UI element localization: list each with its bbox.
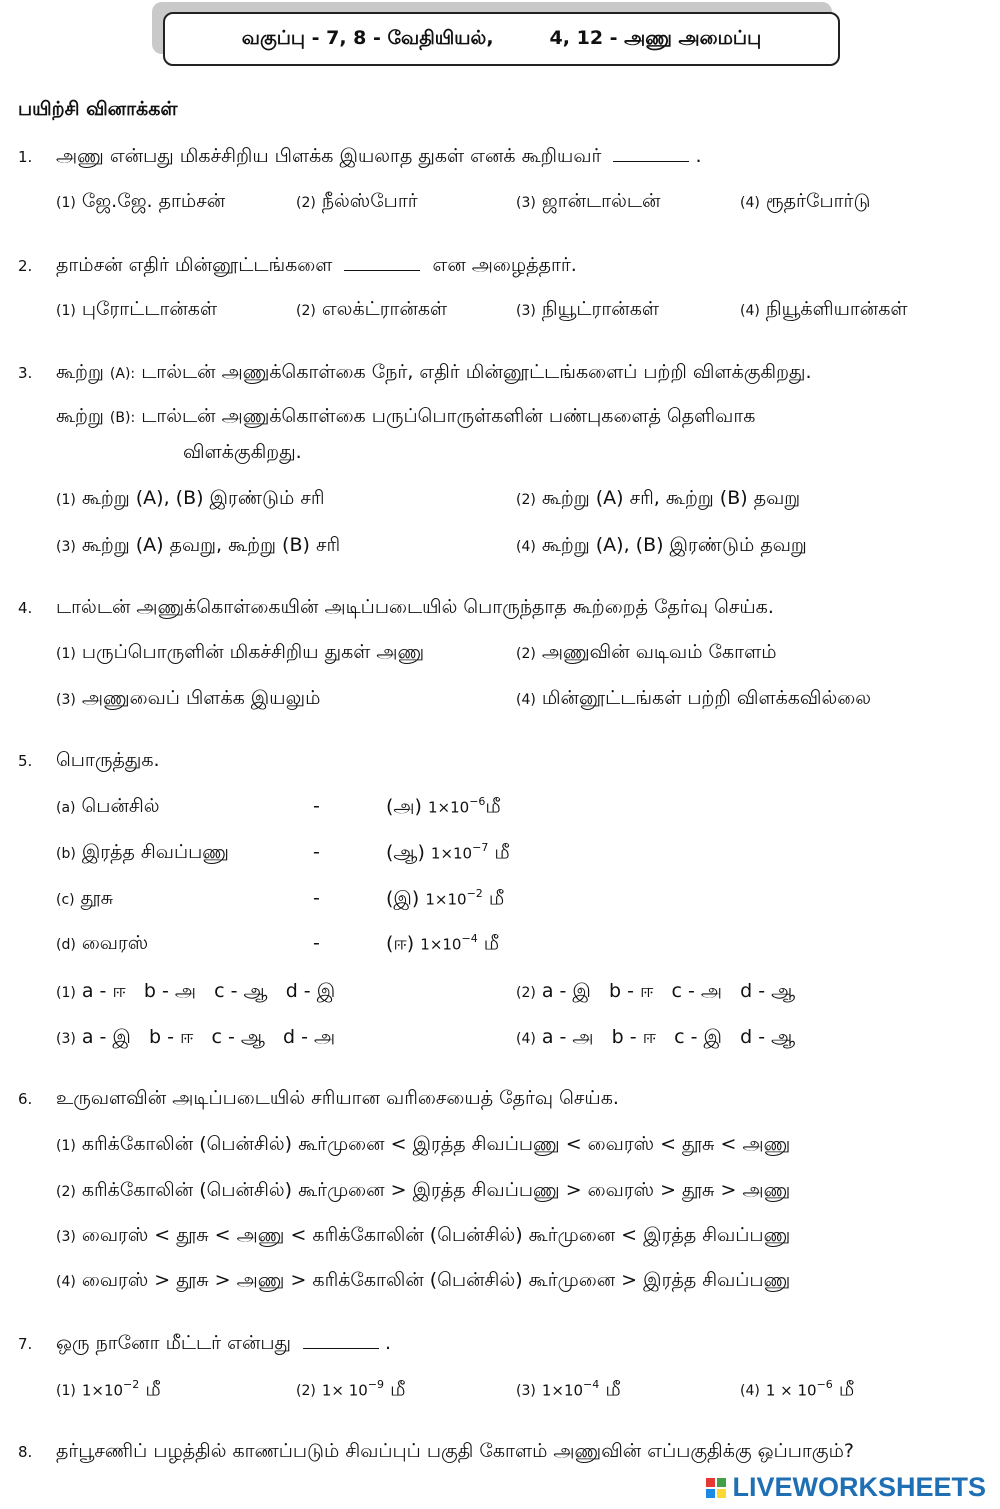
match-right: (ஈ) $1\times 10^{-4}$ மீ [386,932,500,955]
header-part2: 4, 12 - அணு அமைப்பு [549,26,762,49]
option[interactable]: (1) கூற்று (A), (B) இரண்டும் சரி [56,487,325,509]
option[interactable]: (1) கரிக்கோலின் (பென்சில்) கூர்முனை < இரத்த சிவப்பணு < வைரஸ் < தூசு < அணு [56,1133,791,1155]
liveworksheets-icon [706,1478,726,1498]
match-right: (இ) $1\times 10^{-2}$ மீ [386,887,505,910]
option[interactable]: (2) கூற்று (A) சரி, கூற்று (B) தவறு [516,487,801,509]
option[interactable]: (2) கரிக்கோலின் (பென்சில்) கூர்முனை > இரத்த சிவப்பணு > வைரஸ் > தூசு > அணு [56,1179,791,1201]
option[interactable]: (2) $1\times 10^{-9}$ மீ [296,1378,406,1401]
option[interactable]: (4) கூற்று (A), (B) இரண்டும் தவறு [516,534,807,556]
option[interactable]: (4) $1 \times 10^{-6}$ மீ [740,1378,855,1401]
option[interactable]: (1) புரோட்டான்கள் [56,298,218,320]
option[interactable]: (1) a - ஈ b - அ c - ஆ d - இ [56,980,336,1002]
option[interactable]: (3) கூற்று (A) தவறு, கூற்று (B) சரி [56,534,341,556]
option[interactable]: (4) மின்னூட்டங்கள் பற்றி விளக்கவில்லை [516,687,872,709]
option[interactable]: (3) வைரஸ் < தூசு < அணு < கரிக்கோலின் (பென்சில்) கூர்முனை < இரத்த சிவப்பணு [56,1224,791,1246]
option[interactable]: (2) a - இ b - ஈ c - அ d - ஆ [516,980,796,1002]
match-left: (a) பென்சில் [56,795,160,817]
liveworksheets-logo [706,1472,986,1503]
option[interactable]: (3) a - இ b - ஈ c - ஆ d - அ [56,1026,336,1048]
option[interactable]: (2) அணுவின் வடிவம் கோளம் [516,641,777,663]
option[interactable]: (4) a - அ b - ஈ c - இ d - ஆ [516,1026,796,1048]
page-header [163,12,840,66]
option[interactable]: (2) எலக்ட்ரான்கள் [296,298,448,320]
question-text: அணு என்பது மிகச்சிறிய பிளக்க இயலாத துகள் எனக் கூறியவர் [56,145,602,167]
option[interactable]: (3) நியூட்ரான்கள் [516,298,659,320]
option[interactable]: (4) ரூதர்போர்டு [740,190,871,212]
header-part1: வகுப்பு - 7, 8 - வேதியியல், [241,26,494,49]
section-title: பயிற்சி வினாக்கள் [18,98,178,120]
match-left: (c) தூசு [56,887,114,909]
answer-blank[interactable] [613,160,689,162]
question-number: 1. [18,148,33,166]
option[interactable]: (1) பருப்பொருளின் மிகச்சிறிய துகள் அணு [56,641,425,663]
match-right: (அ) $1\times 10^{-6}மீ$ [386,795,501,818]
option[interactable]: (2) நீல்ஸ்போர் [296,190,418,212]
brand-name: LIVEWORKSHEETS [732,1472,986,1502]
answer-blank[interactable] [303,1347,379,1349]
option[interactable]: (3) $1\times 10^{-4}$ மீ [516,1378,621,1401]
match-left: (d) வைரஸ் [56,932,149,954]
option[interactable]: (3) அணுவைப் பிளக்க இயலும் [56,687,321,709]
option[interactable]: (1) ஜே.ஜே. தாம்சன் [56,190,226,212]
match-right: (ஆ) $1\times 10^{-7}$ மீ [386,841,510,864]
answer-blank[interactable] [344,269,420,271]
match-left: (b) இரத்த சிவப்பணு [56,841,229,863]
option[interactable]: (1) $1\times 10^{-2}$ மீ [56,1378,161,1401]
option[interactable]: (3) ஜான்டால்டன் [516,190,661,212]
option[interactable]: (4) நியூக்ளியான்கள் [740,298,908,320]
option[interactable]: (4) வைரஸ் > தூசு > அணு > கரிக்கோலின் (பென்சில்) கூர்முனை > இரத்த சிவப்பணு [56,1269,791,1291]
